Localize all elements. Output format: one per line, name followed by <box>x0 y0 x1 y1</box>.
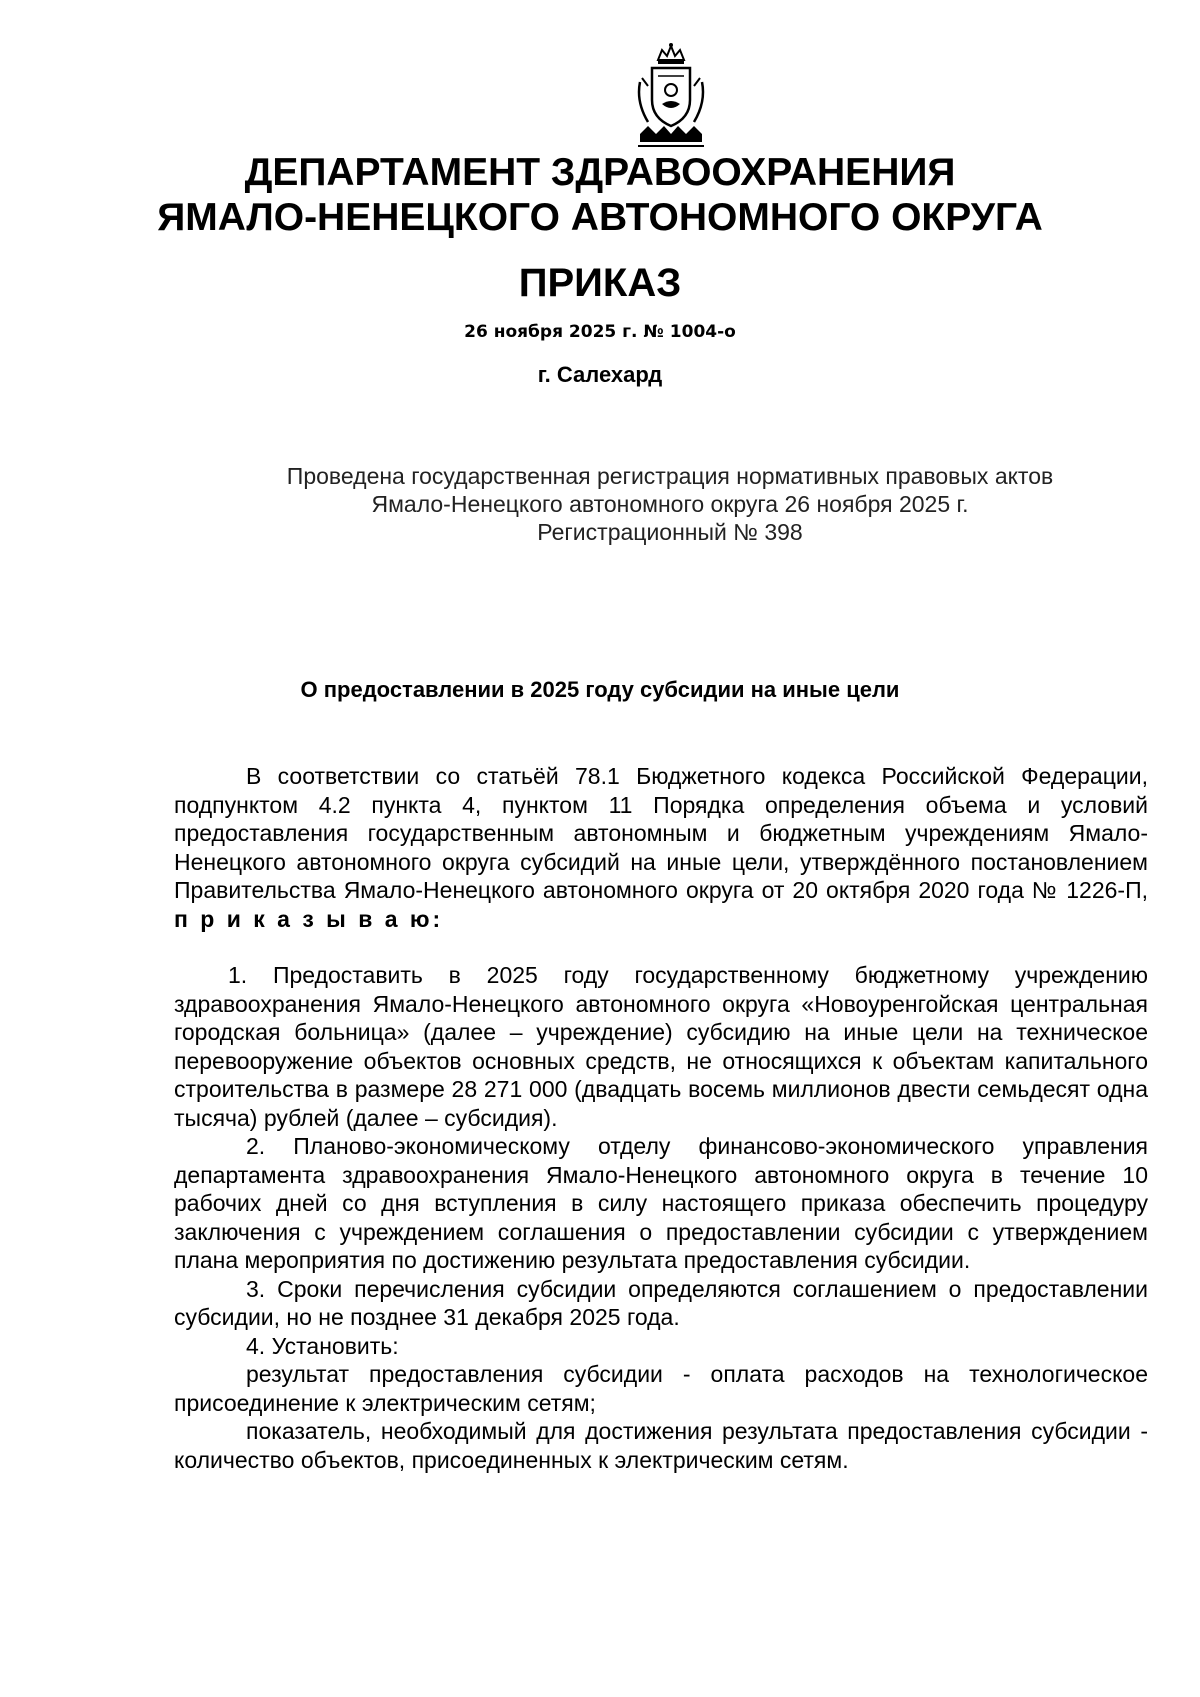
document-body <box>174 762 1148 1474</box>
item-2-paragraph: 2. Планово-экономическому отделу финансово-экономического управления департамента здравоохранения Ямало-Ненецкого автономного округа в течение 10 рабочих дней со дня вступления в силу настоящего приказа обеспечить процедуру заключения с учреждением соглашения о предоставлении субсидии с утверждением плана мероприятия по достижению результата предоставления субсидии. <box>174 1133 1148 1273</box>
item-1-paragraph: 1. Предоставить в 2025 году государственному бюджетному учреждению здравоохранения Ямало-Ненецкого автономного округа «Новоуренгойская центральная городская больница» (далее – учреждение) субсидию на иные цели на техническое перевооружение объектов основных средств, не относящихся к объектам капитального строительства в размере 28 271 000 (двадцать восемь миллионов двести семьдесят одна тысяча) рублей (далее – субсидия). <box>174 962 1148 1131</box>
registration-line2: Ямало-Ненецкого автономного округа 26 ноября 2025 г. <box>371 491 969 517</box>
preamble-text: В соответствии со статьёй 78.1 Бюджетного кодекса Российской Федерации, подпунктом 4.2 пункта 4, пунктом 11 Порядка определения объема и условий предоставления государственным автономным и бюджетным учреждениям Ямало-Ненецкого автономного округа субсидий на иные цели, утверждённого постановлением Правительства Ямало-Ненецкого автономного округа от 20 октября 2020 года № 1226-П, <box>174 763 1148 903</box>
registration-stamp <box>170 462 1170 546</box>
order-word: п р и к а з ы в а ю: <box>174 905 444 932</box>
item-4-result-paragraph: результат предоставления субсидии - оплата расходов на технологическое присоединение к электрическим сетям; <box>174 1361 1148 1416</box>
item-3-paragraph: 3. Сроки перечисления субсидии определяются соглашением о предоставлении субсидии, но не позднее 31 декабря 2025 года. <box>174 1275 1148 1330</box>
department-title-line2: ЯМАЛО-НЕНЕЦКОГО АВТОНОМНОГО ОКРУГА <box>157 196 1043 239</box>
order-date-number: 26 ноября 2025 г. № 1004-о <box>464 322 736 342</box>
registration-line1: Проведена государственная регистрация нормативных правовых актов <box>286 463 1054 489</box>
coat-of-arms-emblem <box>632 42 710 150</box>
department-title <box>0 150 1200 240</box>
order-city: г. Салехард <box>537 362 663 387</box>
preamble-paragraph <box>174 762 1148 933</box>
registration-line3: Регистрационный № 398 <box>537 519 803 545</box>
document-subject: О предоставлении в 2025 году субсидии на иные цели <box>300 677 900 702</box>
item-4-indicator-paragraph: показатель, необходимый для достижения результата предоставления субсидии - количество объектов, присоединенных к электрическим сетям. <box>174 1418 1148 1473</box>
department-title-line1: ДЕПАРТАМЕНТ ЗДРАВООХРАНЕНИЯ <box>244 151 956 194</box>
emblem-icon <box>632 42 710 150</box>
document-type-title: ПРИКАЗ <box>518 261 682 305</box>
item-4-paragraph: 4. Установить: <box>246 1332 399 1359</box>
